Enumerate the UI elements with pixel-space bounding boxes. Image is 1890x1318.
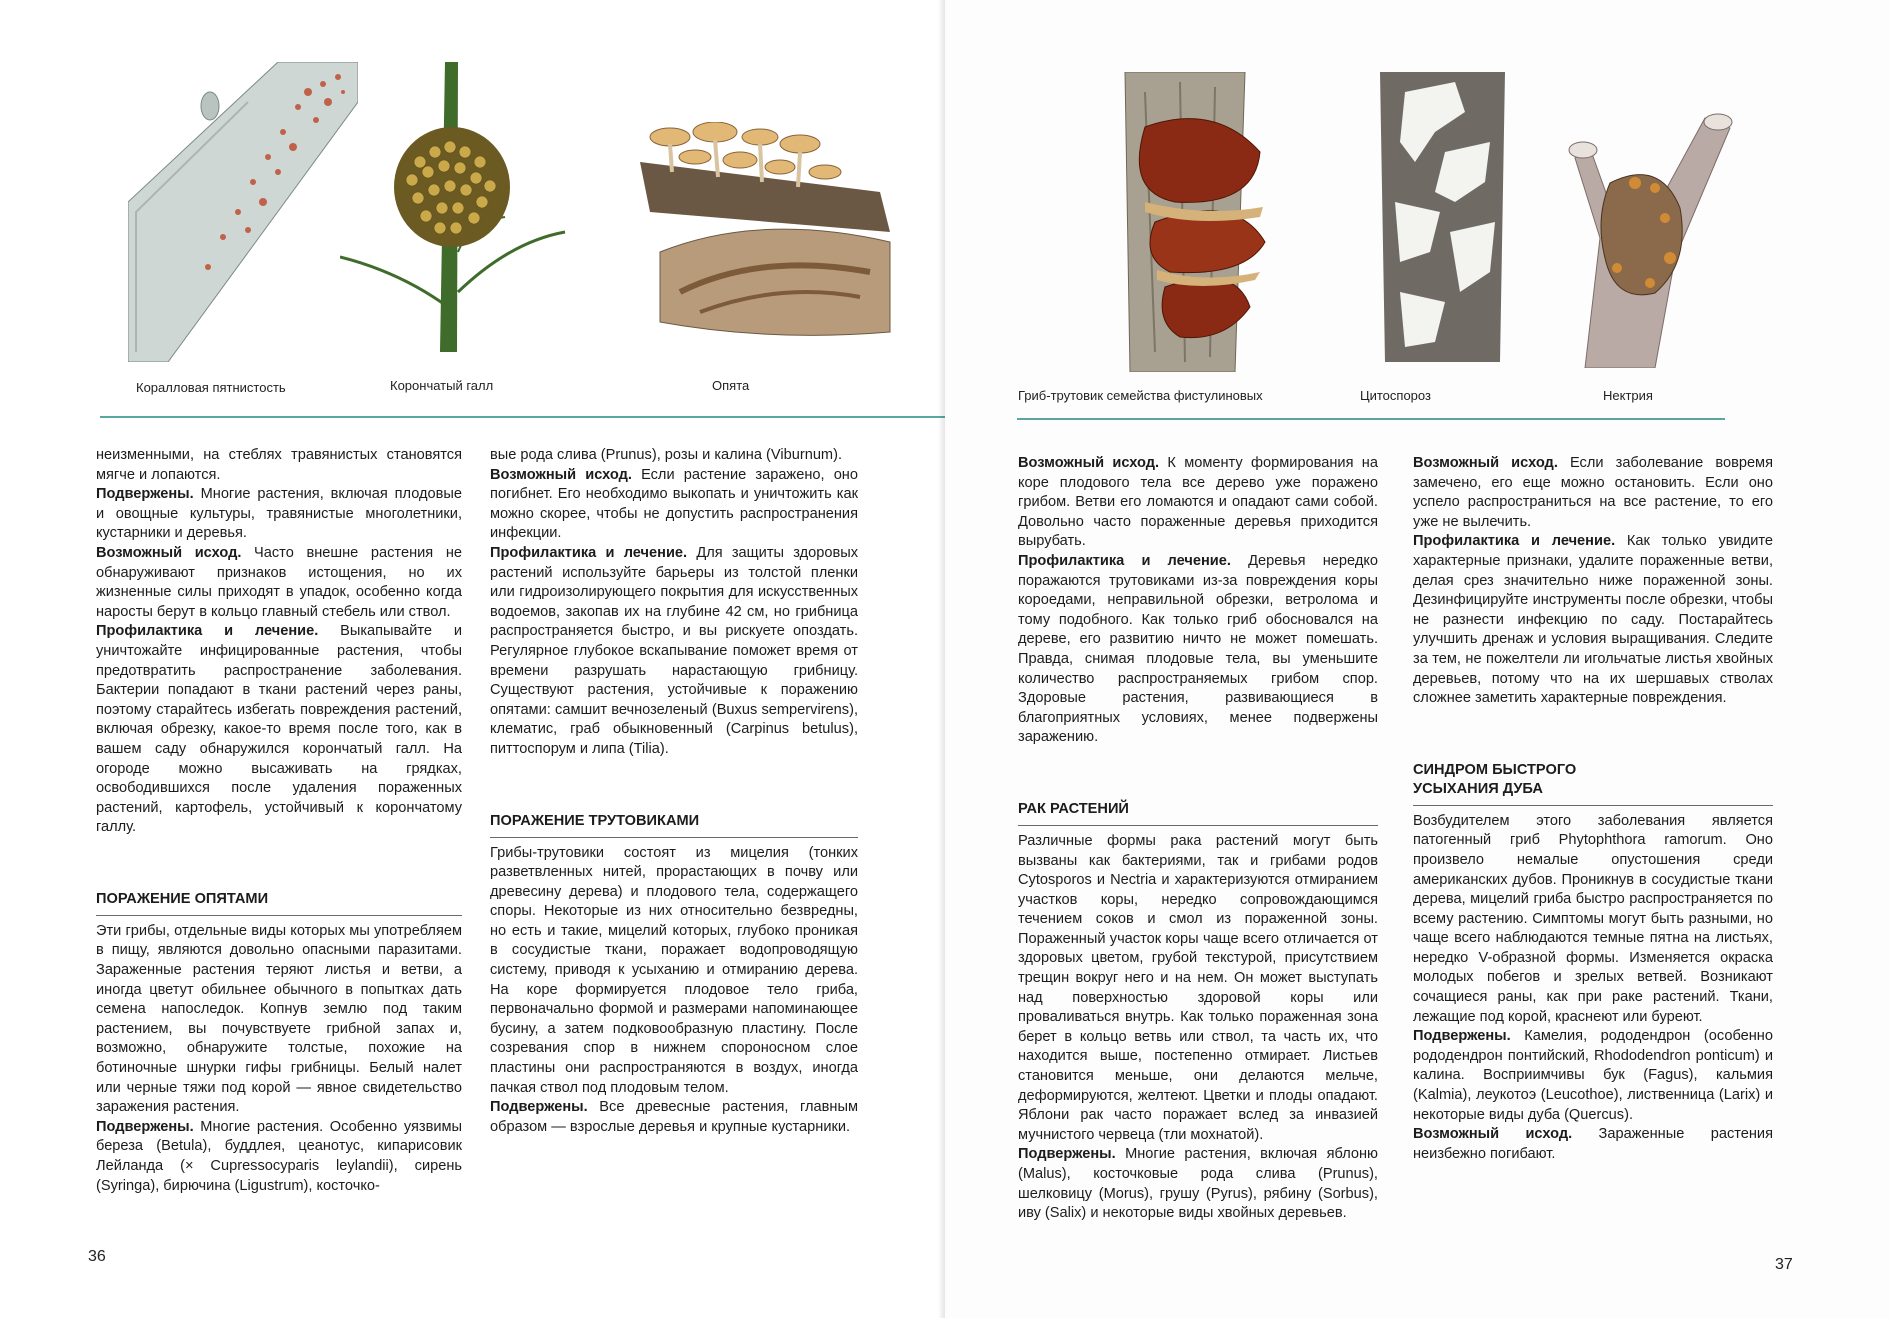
figure-bracket-fungus [1085,72,1285,372]
run-in-label: Возможный исход. [1018,455,1160,471]
run-in-label: Подвержены. [490,1099,588,1116]
text-column-2 [1413,454,1773,1164]
run-in-label: Профилактика и лечение. [1413,533,1616,550]
figure-caption: Гриб-трутовик семейства фистулиновых [1018,388,1263,403]
figure-honey-fungus [640,122,900,352]
paragraph [1413,1027,1773,1125]
paragraph: Различные формы рака растений могут быть вызваны как бактериями, так и грибами родов Cytosporos и Nectria и характеризуются отмиранием участков коры, нередко сопровождающимся течением соков и смол из пораженной зоны. Пораженный участок коры чаще всего отличается от здоровых цветом, грубой текстурой, присутствием трещин вокруг него и на нем. Он может выступать над поверхностью здоровой коры или проваливаться внутрь. Как только пораженная зона берет в кольцо ветвь или ствол, та часть их, что находится выше, постепенно отмирает. Листьев становится меньше, они делаются мельче, деформируются, желтеют. Цветки и плоды опадают. Яблони рак часто поражает вслед за инвазией мучнистого червеца (тли мохнатой). [1018,832,1378,1143]
paragraph-text: Многие растения, включая плодовые и овощные культуры, травянистые многолетники, кустарники и деревья. [96,486,462,542]
text-column-1 [1018,454,1378,1224]
figure-coral-spot [128,62,358,362]
paragraph [96,544,462,622]
paragraph-text: Камелия, рододендрон (особенно рододендрон понтийский, Rhododendron ponticum) и калина. Восприимчивы бук (Fagus), кальмия (Kalmia), леукотоэ (Leucothoe), лиственница (Larix) и некоторые виды дуба (Quercus). [1413,1028,1773,1123]
text-column-2 [490,446,858,1137]
heading-line: УСЫХАНИЯ ДУБА [1413,780,1543,797]
paragraph-text: Если растение заражено, оно погибнет. Его необходимо выкопать и уничтожить как можно скорее, чтобы не допустить распространения инфекции. [490,466,858,542]
paragraph: Возбудителем этого заболевания является патогенный гриб Phytophthora ramorum. Оно произвело немалые опустошения среди американских дубов. Проникнув в сосудистые ткани дерева, мицелий гриба быстро распространяется по всему растению. Симптомы могут быть разными, но чаще всего наблюдаются темные пятна на листьях, нередко V-образной формы. Изменяется окраска молодых побегов и зрелых ветвей. Возникают сочащиеся раны, как при раке растений. Ткани, лежащие под корой, краснеют или буреют. [1413,812,1773,1025]
paragraph-text: Выкапывайте и уничтожайте инфицированные растения, чтобы предотвратить распространение заболевания. Бактерии попадают в ткани растений через раны, поэтому старайтесь избегать повреждения растений, включая обрезку, какое-то время после того, как в вашем саду обнаружился корончатый галл. На огороде можно высаживать на грядках, освободившихся после удаления пораженных растений, картофель, устойчивый к корончатому галлу. [96,623,462,836]
section-heading: ПОРАЖЕНИЕ ТРУТОВИКАМИ [490,812,700,829]
text-column-1 [96,446,462,1196]
paragraph-text: Деревья нередко поражаются трутовиками из-за повреждения коры короедами, неправильной обрезки, ветролома и тому подобного. Как только гриб обосновался на дереве, его развитию ничто не может помешать. Правда, снимая плодовые тела, вы уменьшите количество распространяемых грибом спор. Здоровые растения, развивающиеся в благоприятных условиях, менее подвержены заражению. [1018,552,1378,746]
run-in-label: Подвержены. [96,486,194,503]
paragraph: Грибы-трутовики состоят из мицелия (тонких разветвленных нитей, прорастающих в почву или древесину дерева) и плодового тела, содержащего споры. Некоторые из них относительно безвредны, но есть и такие, мицелий которых, глубоко проникая в сосудистые ткани, поражает водопроводящую систему, приводя к усыханию и отмиранию дерева. На коре формируется плодовое тело гриба, первоначально формой и размерами напоминающее бусину, а затем подковообразную пластину. После созревания спор в нижнем спороносном слое пластины они распространяются в воздух, иногда пачкая ствол под плодовым телом. [490,844,858,1096]
paragraph: вые рода слива (Prunus), розы и калина (Viburnum). [490,447,843,463]
page-number: 36 [88,1248,106,1265]
figure-caption: Нектрия [1603,388,1653,403]
paragraph [490,466,858,544]
paragraph-text: Как только увидите характерные признаки, удалите пораженные ветви, делая срез значительно ниже пораженной зоны. Дезинфицируйте инструменты после обрезки, чтобы не разнести инфекцию по саду. Постарайтесь улучшить дренаж и условия выращивания. Следите за тем, не пожелтели ли игольчатые листья хвойных деревьев, потому что на их шершавых стволах сложнее заметить характерные повреждения. [1413,533,1773,707]
heading-rule [96,915,462,916]
section-heading: РАК РАСТЕНИЙ [1018,800,1129,817]
run-in-label: Подвержены. [1413,1028,1511,1045]
paragraph [1413,532,1773,708]
figure-caption: Коралловая пятнистость [136,380,286,395]
section-heading [1413,761,1773,799]
right-page [945,0,1890,1318]
run-in-label: Возможный исход. [1413,1126,1573,1143]
teal-divider [1017,418,1725,420]
heading-rule [490,837,858,838]
paragraph [1413,454,1773,532]
paragraph [1018,1145,1378,1223]
paragraph [1413,1125,1773,1164]
paragraph-text: К моменту формирования на коре плодового тела все дерево уже поражено грибом. Ветви его ломаются и опадают сами собой. Довольно часто пораженные деревья приходится вырубать. [1018,455,1378,550]
paragraph [1018,454,1378,552]
paragraph [490,544,858,760]
paragraph [96,1118,462,1196]
paragraph-text: Многие растения, включая яблоню (Malus), косточковые рода слива (Prunus), шелковицу (Morus), грушу (Pyrus), рябину (Sorbus), иву (Salix) и некоторые виды хвойных деревьев. [1018,1146,1378,1222]
paragraph [1018,552,1378,748]
run-in-label: Подвержены. [1018,1146,1116,1163]
run-in-label: Возможный исход. [1413,455,1558,471]
figure-nectria [1505,88,1755,368]
paragraph-text: Часто внешне растения не обнаруживают признаков истощения, но их жизненные силы приходят в упадок, особенно когда наросты берут в кольцо главный стебель или ствол. [96,544,462,620]
figure-caption: Цитоспороз [1360,388,1431,403]
paragraph-text: Для защиты здоровых растений используйте барьеры из толстой пленки или гидроизолирующего покрытия для искусственных водоемов, закопав их на глубине 42 см, но грибница распространяется быстро, и вы рискуете опоздать. Регулярное глубокое вскапывание поможет время от времени разрушать нарастающую грибницу. Существуют растения, устойчивые к поражению опятами: самшит вечнозеленый (Buxus sempervirens), клематис, граб обыкновенный (Carpinus betulus), питтоспорум и липа (Tilia). [490,544,858,757]
run-in-label: Возможный исход. [490,466,632,483]
paragraph [96,622,462,838]
run-in-label: Профилактика и лечение. [490,544,688,561]
paragraph-text: Многие растения. Особенно уязвимы береза (Betula), буддлея, цеанотус, кипарисовик Лейланда (× Cupressocyparis leylandii), сирень (Syringa), бирючина (Ligustrum), косточко- [96,1118,462,1194]
heading-rule [1018,825,1378,826]
page-number: 37 [1775,1256,1793,1273]
run-in-label: Возможный исход. [96,544,242,561]
paragraph [96,485,462,544]
figure-crown-gall [340,62,570,352]
paragraph-text: Зараженные растения неизбежно погибают. [1413,1126,1773,1162]
run-in-label: Подвержены. [96,1118,194,1135]
run-in-label: Профилактика и лечение. [96,623,319,640]
paragraph [490,1098,858,1137]
heading-line: СИНДРОМ БЫСТРОГО [1413,761,1577,778]
figure-cytospora [1365,72,1515,362]
run-in-label: Профилактика и лечение. [1018,552,1231,569]
figure-caption: Корончатый галл [390,378,494,393]
section-heading: ПОРАЖЕНИЕ ОПЯТАМИ [96,890,269,907]
paragraph: неизменными, на стеблях травянистых становятся мягче и лопаются. [96,447,462,483]
paragraph-text: Все древесные растения, главным образом — взрослые деревья и крупные кустарники. [490,1099,858,1135]
heading-rule [1413,805,1773,806]
paragraph: Эти грибы, отдельные виды которых мы употребляем в пищу, являются довольно опасными паразитами. Зараженные растения теряют листья и ветви, а иногда цветут обильнее обычного в попытках дать семена напоследок. Копнув землю под таким растением, вы почувствуете грибной запах и, возможно, обнаружите толстые, похожие на ботиночные шнурки гифы грибницы. Белый налет или черные тяжи под корой — явное свидетельство заражения растения. [96,922,462,1116]
paragraph-text: Если заболевание вовремя замечено, его еще можно остановить. Если оно успело распространиться на все растение, то его уже не вылечить. [1413,455,1773,530]
teal-divider [100,416,945,418]
figure-caption: Опята [712,378,750,393]
